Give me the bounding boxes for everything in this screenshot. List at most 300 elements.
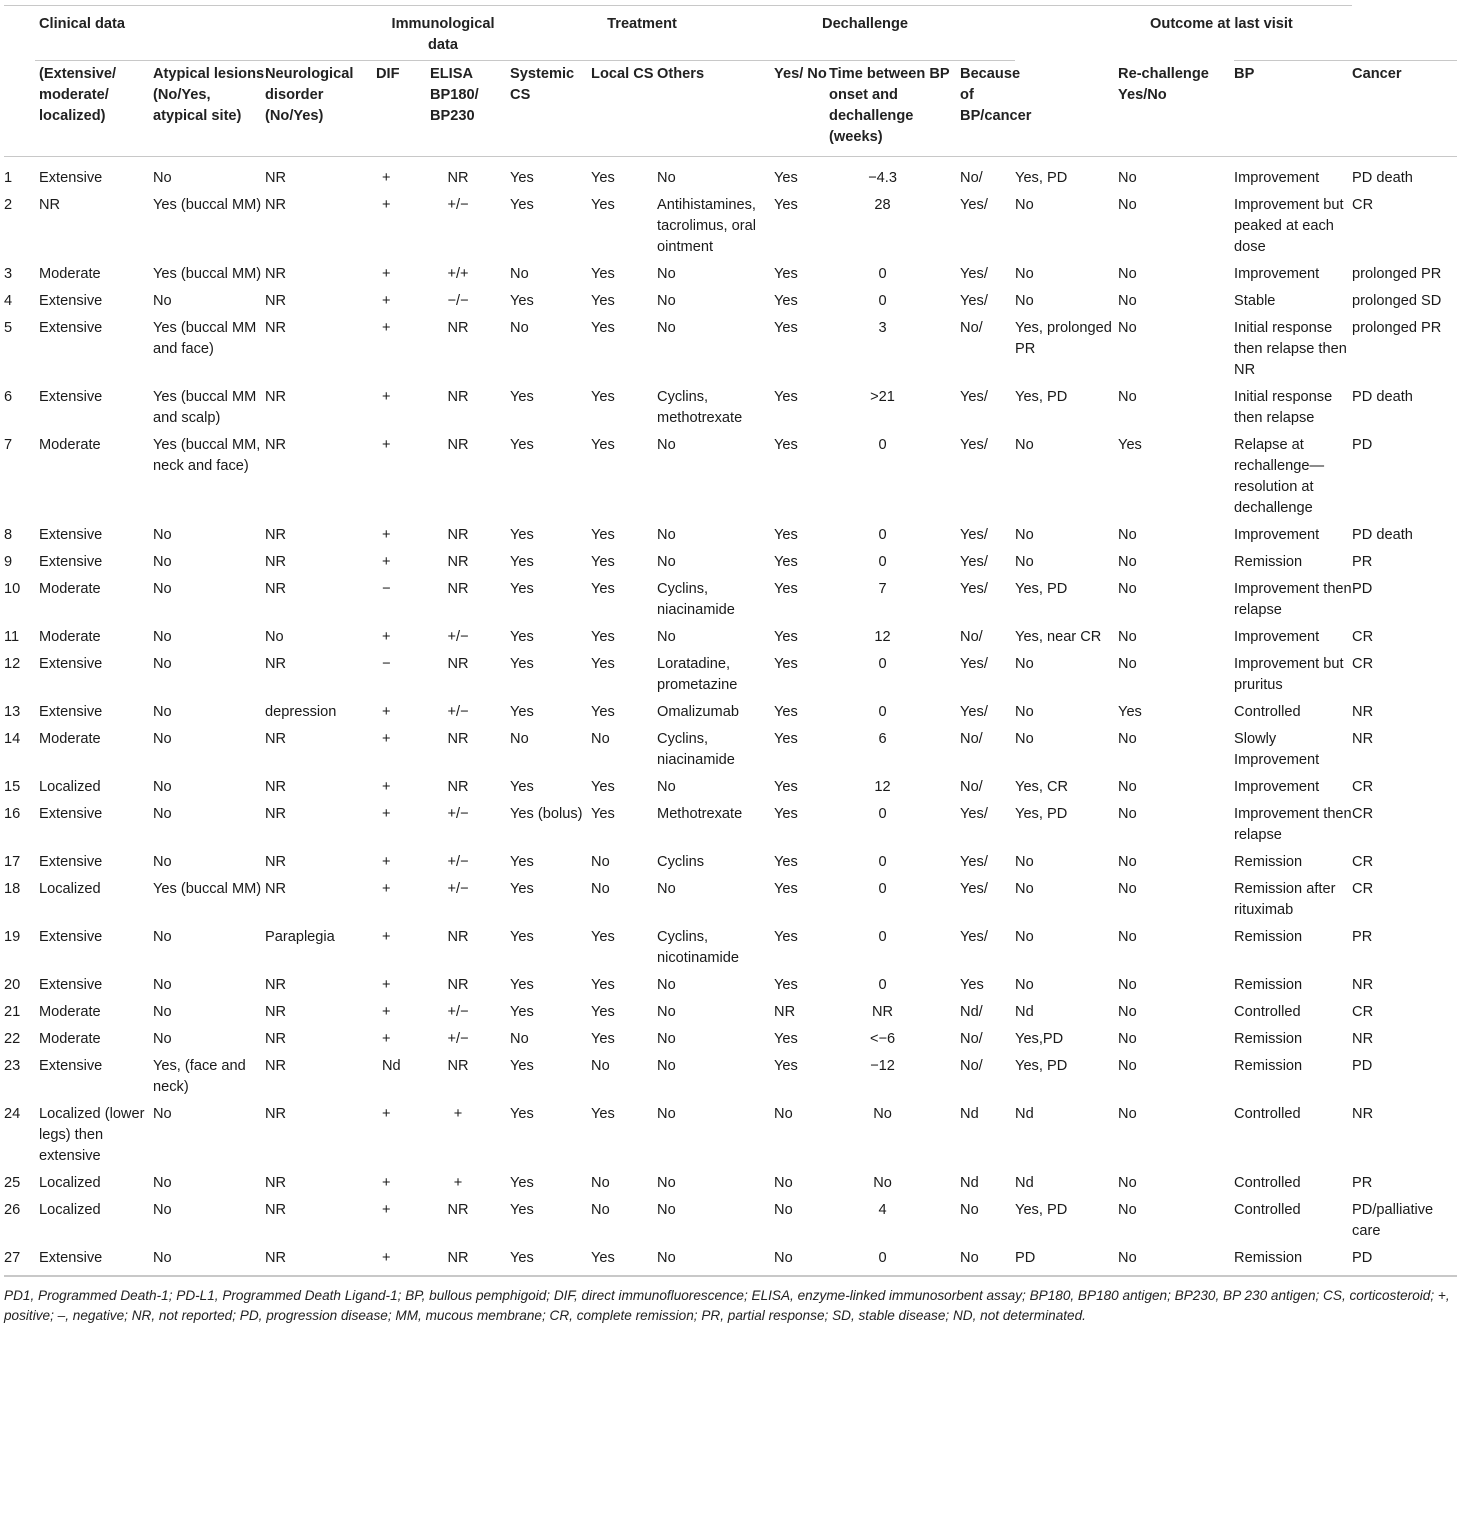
cell-because-of-cancer: Yes, PD bbox=[1015, 389, 1068, 405]
cell-extent: Extensive bbox=[39, 170, 103, 186]
cell-neurological-disorder: NR bbox=[265, 197, 287, 213]
cell-dechallenge-yes-no: Yes bbox=[774, 437, 798, 453]
cell-rechallenge: No bbox=[1118, 320, 1137, 336]
cell-dechallenge-yes-no: Yes bbox=[774, 929, 798, 945]
cell-local-cs: Yes bbox=[591, 266, 615, 282]
cell-neurological-disorder: NR bbox=[265, 266, 287, 282]
cell-local-cs: Yes bbox=[591, 437, 615, 453]
cell-bp-outcome: Controlled bbox=[1234, 704, 1301, 720]
cell-bp-outcome: Controlled bbox=[1234, 1175, 1301, 1191]
cell-because-of-cancer: Nd bbox=[1015, 1106, 1034, 1122]
cell-cancer-outcome: NR bbox=[1352, 731, 1374, 747]
column-header-bp-outcome: BP bbox=[1234, 61, 1352, 157]
cell-because-of-bp: No/ bbox=[960, 1058, 983, 1074]
cell-dechallenge-yes-no: Yes bbox=[774, 806, 798, 822]
cell-neurological-disorder: NR bbox=[265, 554, 287, 570]
cell-local-cs: Yes bbox=[591, 1243, 657, 1276]
cell-because-of-cancer: No bbox=[1015, 977, 1034, 993]
cell-elisa: NR bbox=[447, 320, 469, 336]
cell-time-to-dechallenge: 6 bbox=[878, 731, 887, 747]
cell-elisa: NR bbox=[430, 1243, 510, 1276]
cell-neurological-disorder: NR bbox=[265, 527, 287, 543]
cell-neurological-disorder: NR bbox=[265, 1031, 287, 1047]
cell-extent: Extensive bbox=[39, 389, 103, 405]
table-row bbox=[4, 259, 1457, 286]
cell-dechallenge-yes-no: Yes bbox=[774, 554, 798, 570]
column-header-cancer-outcome: Cancer bbox=[1352, 61, 1457, 157]
cell-row-number: 13 bbox=[4, 704, 21, 720]
cell-time-to-dechallenge: 0 bbox=[878, 854, 887, 870]
cell-row-number: 14 bbox=[4, 731, 21, 747]
cell-cancer-outcome: CR bbox=[1352, 197, 1374, 213]
column-header-row bbox=[4, 61, 1457, 157]
table-row bbox=[4, 697, 1457, 724]
cell-because-of-bp: Yes/ bbox=[960, 881, 988, 897]
cell-bp-outcome: Remission bbox=[1234, 554, 1303, 570]
table-row bbox=[4, 847, 1457, 874]
cell-atypical-lesions: No bbox=[153, 1202, 172, 1218]
cell-neurological-disorder: NR bbox=[265, 881, 287, 897]
cell-cancer-outcome: CR bbox=[1352, 806, 1374, 822]
cell-atypical-lesions: No bbox=[153, 581, 172, 597]
cell-because-of-cancer: No bbox=[1015, 731, 1034, 747]
cell-other-treatments: Cyclins, methotrexate bbox=[657, 389, 743, 426]
cell-neurological-disorder: NR bbox=[265, 1243, 376, 1276]
cell-because-of-bp: No/ bbox=[960, 779, 983, 795]
cell-bp-outcome: Improvement but pruritus bbox=[1234, 656, 1344, 693]
cell-bp-outcome: Stable bbox=[1234, 293, 1276, 309]
cell-elisa: +/− bbox=[447, 806, 469, 822]
cell-other-treatments: No bbox=[657, 320, 676, 336]
cell-local-cs: Yes bbox=[591, 656, 615, 672]
cell-extent: Extensive bbox=[39, 554, 103, 570]
cell-local-cs: Yes bbox=[591, 581, 615, 597]
column-header-local-cs: Local CS bbox=[591, 61, 657, 157]
cell-cancer-outcome: prolonged SD bbox=[1352, 293, 1442, 309]
cell-neurological-disorder: NR bbox=[265, 389, 287, 405]
cell-dif: + bbox=[382, 197, 391, 213]
cell-because-of-bp: No/ bbox=[960, 629, 983, 645]
cell-cancer-outcome: CR bbox=[1352, 1004, 1374, 1020]
cell-cancer-outcome: prolonged PR bbox=[1352, 320, 1442, 336]
cell-dechallenge-yes-no: Yes bbox=[774, 881, 798, 897]
cell-local-cs: Yes bbox=[591, 389, 615, 405]
cell-rechallenge: No bbox=[1118, 1243, 1234, 1276]
column-header-systemic-cs: Systemic CS bbox=[510, 61, 591, 157]
cell-local-cs: Yes bbox=[591, 320, 615, 336]
table-row bbox=[4, 547, 1457, 574]
cell-neurological-disorder: NR bbox=[265, 854, 287, 870]
cell-local-cs: Yes bbox=[591, 527, 615, 543]
cell-dif: + bbox=[382, 1106, 391, 1122]
cell-neurological-disorder: NR bbox=[265, 581, 287, 597]
cell-because-of-bp: Yes/ bbox=[960, 197, 988, 213]
cell-bp-outcome: Slowly Improvement bbox=[1234, 731, 1320, 768]
cell-cancer-outcome: PD death bbox=[1352, 527, 1413, 543]
cell-atypical-lesions: Yes (buccal MM) bbox=[153, 881, 262, 897]
cell-because-of-cancer: Nd bbox=[1015, 1004, 1034, 1020]
cell-dechallenge-yes-no: No bbox=[774, 1243, 829, 1276]
cell-atypical-lesions: Yes (buccal MM) bbox=[153, 197, 262, 213]
cell-neurological-disorder: NR bbox=[265, 1058, 287, 1074]
cell-systemic-cs: Yes bbox=[510, 1175, 534, 1191]
cell-rechallenge: No bbox=[1118, 581, 1137, 597]
cell-elisa: +/− bbox=[447, 881, 469, 897]
cell-atypical-lesions: No bbox=[153, 170, 172, 186]
cell-bp-outcome: Improvement then relapse bbox=[1234, 581, 1352, 618]
table-row bbox=[4, 1243, 1457, 1276]
cell-because-of-cancer: No bbox=[1015, 437, 1034, 453]
cell-local-cs: No bbox=[591, 854, 610, 870]
column-header-dif: DIF bbox=[376, 61, 430, 157]
cell-other-treatments: No bbox=[657, 1243, 774, 1276]
group-dechallenge: Dechallenge bbox=[774, 6, 1015, 61]
cell-because-of-cancer: Yes, PD bbox=[1015, 170, 1068, 186]
cell-dif: + bbox=[382, 731, 391, 747]
cell-because-of-cancer: No bbox=[1015, 854, 1034, 870]
cell-atypical-lesions: No bbox=[153, 1175, 172, 1191]
cell-elisa: NR bbox=[447, 779, 469, 795]
cell-extent: Extensive bbox=[39, 1058, 103, 1074]
cell-dif: Nd bbox=[382, 1058, 401, 1074]
cell-rechallenge: No bbox=[1118, 731, 1137, 747]
cell-elisa: NR bbox=[447, 1058, 469, 1074]
cell-local-cs: Yes bbox=[591, 704, 615, 720]
cell-bp-outcome: Relapse at rechallenge—resolution at dechallenge bbox=[1234, 437, 1325, 516]
cell-rechallenge: No bbox=[1118, 977, 1137, 993]
cell-because-of-bp: No bbox=[960, 1243, 1015, 1276]
cell-time-to-dechallenge: NR bbox=[871, 1004, 894, 1020]
cell-time-to-dechallenge: 0 bbox=[829, 1243, 960, 1276]
table-row bbox=[4, 574, 1457, 622]
cell-local-cs: Yes bbox=[591, 554, 615, 570]
cell-time-to-dechallenge: −4.3 bbox=[868, 170, 897, 186]
cell-neurological-disorder: NR bbox=[265, 437, 287, 453]
cell-bp-outcome: Remission bbox=[1234, 854, 1303, 870]
cell-bp-outcome: Remission bbox=[1234, 929, 1303, 945]
cell-local-cs: Yes bbox=[591, 293, 615, 309]
cell-systemic-cs: Yes bbox=[510, 581, 534, 597]
cell-local-cs: Yes bbox=[591, 929, 615, 945]
cell-systemic-cs: Yes bbox=[510, 656, 534, 672]
cell-dif: + bbox=[376, 1243, 430, 1276]
cell-systemic-cs: Yes bbox=[510, 437, 534, 453]
cell-elisa: NR bbox=[447, 389, 469, 405]
cell-dechallenge-yes-no: Yes bbox=[774, 389, 798, 405]
table-footnote: PD1, Programmed Death-1; PD-L1, Programmed Death Ligand-1; BP, bullous pemphigoid; DIF, direct immunofluorescence; ELISA, enzyme-linked immunosorbent assay; BP180, BP180 antigen; BP230, BP 230 antigen; CS, corticosteroid; +, positive; –, negative; NR, not reported; PD, progression disease; MM, mucous membrane; CR, complete remission; PR, partial response; SD, stable disease; ND, not determinated. bbox=[4, 1276, 1457, 1326]
cell-because-of-cancer: Nd bbox=[1015, 1175, 1034, 1191]
cell-cancer-outcome: CR bbox=[1352, 656, 1374, 672]
cell-elisa: +/− bbox=[447, 854, 469, 870]
cell-row-number: 4 bbox=[4, 293, 13, 309]
cell-atypical-lesions: No bbox=[153, 629, 172, 645]
cell-local-cs: No bbox=[591, 1058, 610, 1074]
cell-bp-outcome: Improvement but peaked at each dose bbox=[1234, 197, 1344, 255]
cell-rechallenge: No bbox=[1118, 170, 1137, 186]
cell-time-to-dechallenge: 7 bbox=[878, 581, 887, 597]
cell-extent: Moderate bbox=[39, 266, 101, 282]
cell-extent: Extensive bbox=[35, 1243, 153, 1276]
cell-atypical-lesions: No bbox=[153, 293, 172, 309]
cell-extent: Moderate bbox=[39, 437, 101, 453]
cell-cancer-outcome: CR bbox=[1352, 854, 1374, 870]
cell-other-treatments: No bbox=[657, 1004, 676, 1020]
cell-time-to-dechallenge: 0 bbox=[878, 554, 887, 570]
cell-extent: Localized bbox=[39, 881, 101, 897]
cell-local-cs: Yes bbox=[591, 629, 615, 645]
table-row bbox=[4, 1168, 1457, 1195]
cell-row-number: 2 bbox=[4, 197, 13, 213]
cell-because-of-cancer: No bbox=[1015, 929, 1034, 945]
cell-time-to-dechallenge: 0 bbox=[878, 266, 887, 282]
cell-because-of-cancer: Yes, near CR bbox=[1015, 629, 1102, 645]
cell-bp-outcome: Remission bbox=[1234, 1058, 1303, 1074]
cell-atypical-lesions: Yes, (face and neck) bbox=[153, 1058, 246, 1095]
cell-time-to-dechallenge: 0 bbox=[878, 704, 887, 720]
cell-cancer-outcome: PD bbox=[1352, 437, 1373, 453]
cell-bp-outcome: Controlled bbox=[1234, 1004, 1301, 1020]
cell-dechallenge-yes-no: Yes bbox=[774, 266, 798, 282]
group-outcome: Outcome at last visit bbox=[1118, 6, 1352, 61]
cell-neurological-disorder: NR bbox=[265, 1004, 287, 1020]
cell-time-to-dechallenge: 0 bbox=[878, 929, 887, 945]
cell-atypical-lesions: No bbox=[153, 554, 172, 570]
cell-extent: NR bbox=[39, 197, 61, 213]
cell-other-treatments: No bbox=[657, 293, 676, 309]
table-row bbox=[4, 313, 1457, 382]
cell-elisa: +/− bbox=[447, 629, 469, 645]
cell-systemic-cs: Yes bbox=[510, 854, 534, 870]
cell-row-number: 22 bbox=[4, 1031, 21, 1047]
cell-dif: + bbox=[382, 629, 391, 645]
cell-extent: Extensive bbox=[39, 704, 103, 720]
table-row bbox=[4, 724, 1457, 772]
cell-because-of-cancer: Yes, prolonged PR bbox=[1015, 320, 1112, 357]
table-row bbox=[4, 772, 1457, 799]
cell-because-of-cancer: Yes, PD bbox=[1015, 806, 1068, 822]
table-row bbox=[4, 1195, 1457, 1243]
cell-local-cs: Yes bbox=[591, 197, 615, 213]
cell-bp-outcome: Improvement bbox=[1234, 527, 1320, 543]
cell-dif: + bbox=[382, 779, 391, 795]
table-row bbox=[4, 430, 1457, 520]
cell-dif: + bbox=[382, 977, 391, 993]
cell-cancer-outcome: CR bbox=[1352, 629, 1374, 645]
cell-rechallenge: No bbox=[1118, 527, 1137, 543]
cell-time-to-dechallenge: 3 bbox=[878, 320, 887, 336]
group-treatment: Treatment bbox=[510, 6, 774, 61]
cell-elisa: NR bbox=[447, 527, 469, 543]
cell-time-to-dechallenge: 0 bbox=[878, 806, 887, 822]
cell-systemic-cs: Yes bbox=[510, 1058, 534, 1074]
cell-systemic-cs: Yes bbox=[510, 881, 534, 897]
cell-atypical-lesions: No bbox=[153, 1243, 265, 1276]
cell-dif: + bbox=[382, 1031, 391, 1047]
cell-systemic-cs: No bbox=[510, 320, 529, 336]
data-table-container bbox=[4, 5, 1457, 1326]
cell-rechallenge: No bbox=[1118, 197, 1137, 213]
cell-row-number: 23 bbox=[4, 1058, 21, 1074]
cell-local-cs: No bbox=[591, 731, 610, 747]
cell-local-cs: Yes bbox=[591, 977, 615, 993]
cell-neurological-disorder: depression bbox=[265, 704, 337, 720]
cell-other-treatments: No bbox=[657, 1031, 676, 1047]
table-row bbox=[4, 1024, 1457, 1051]
cell-because-of-cancer: Yes,PD bbox=[1015, 1031, 1064, 1047]
cell-neurological-disorder: NR bbox=[265, 779, 287, 795]
cell-neurological-disorder: NR bbox=[265, 977, 287, 993]
cell-because-of-bp: No/ bbox=[960, 320, 983, 336]
cell-row-number: 9 bbox=[4, 554, 13, 570]
cell-dif: + bbox=[382, 704, 391, 720]
cell-cancer-outcome: PR bbox=[1352, 554, 1373, 570]
cell-because-of-cancer: No bbox=[1015, 704, 1034, 720]
cell-systemic-cs: Yes bbox=[510, 779, 534, 795]
cell-extent: Moderate bbox=[39, 629, 101, 645]
cell-other-treatments: No bbox=[657, 1058, 676, 1074]
cell-bp-outcome: Initial response then relapse then NR bbox=[1234, 320, 1347, 378]
cell-elisa: NR bbox=[447, 656, 469, 672]
cell-dechallenge-yes-no: Yes bbox=[774, 854, 798, 870]
cell-other-treatments: Cyclins, niacinamide bbox=[657, 581, 735, 618]
cell-dif: + bbox=[382, 929, 391, 945]
cell-elisa: + bbox=[453, 1175, 463, 1191]
cell-row-number: 21 bbox=[4, 1004, 21, 1020]
cell-systemic-cs: Yes bbox=[510, 977, 534, 993]
cell-row-number: 8 bbox=[4, 527, 13, 543]
cell-because-of-cancer: PD bbox=[1015, 1243, 1118, 1276]
cell-elisa: + bbox=[453, 1106, 463, 1122]
cell-rechallenge: No bbox=[1118, 1004, 1137, 1020]
cell-local-cs: Yes bbox=[591, 1004, 615, 1020]
cell-time-to-dechallenge: 0 bbox=[878, 881, 887, 897]
cell-systemic-cs: No bbox=[510, 1031, 529, 1047]
cell-rechallenge: No bbox=[1118, 629, 1137, 645]
column-header-atypical-lesions: Atypical lesions (No/Yes, atypical site) bbox=[153, 61, 265, 157]
cell-row-number: 26 bbox=[4, 1202, 21, 1218]
table-row bbox=[4, 520, 1457, 547]
cell-neurological-disorder: NR bbox=[265, 806, 287, 822]
cell-extent: Localized bbox=[39, 779, 101, 795]
cell-because-of-cancer: No bbox=[1015, 293, 1034, 309]
cell-time-to-dechallenge: No bbox=[873, 1175, 892, 1191]
cell-extent: Extensive bbox=[39, 320, 103, 336]
cell-cancer-outcome: NR bbox=[1352, 1031, 1374, 1047]
cell-local-cs: Yes bbox=[591, 1106, 615, 1122]
cell-neurological-disorder: NR bbox=[265, 1175, 287, 1191]
cell-because-of-bp: Yes/ bbox=[960, 389, 988, 405]
cell-elisa: NR bbox=[447, 581, 469, 597]
cell-dif: + bbox=[382, 320, 391, 336]
cell-because-of-cancer: Yes, PD bbox=[1015, 581, 1068, 597]
cell-extent: Moderate bbox=[39, 1031, 101, 1047]
cell-rechallenge: Yes bbox=[1118, 437, 1142, 453]
cell-because-of-bp: Yes/ bbox=[960, 854, 988, 870]
cell-row-number: 12 bbox=[4, 656, 21, 672]
cell-bp-outcome: Improvement bbox=[1234, 779, 1320, 795]
table-row bbox=[4, 649, 1457, 697]
clinical-data-table bbox=[4, 5, 1457, 1276]
cell-rechallenge: No bbox=[1118, 1106, 1137, 1122]
cell-because-of-bp: No/ bbox=[960, 731, 983, 747]
cell-neurological-disorder: NR bbox=[265, 731, 287, 747]
cell-row-number: 17 bbox=[4, 854, 21, 870]
table-row bbox=[4, 1099, 1457, 1168]
cell-cancer-outcome: NR bbox=[1352, 704, 1374, 720]
cell-dechallenge-yes-no: Yes bbox=[774, 977, 798, 993]
cell-because-of-bp: No bbox=[960, 1202, 979, 1218]
cell-atypical-lesions: No bbox=[153, 527, 172, 543]
cell-elisa: NR bbox=[447, 929, 469, 945]
cell-because-of-bp: No/ bbox=[960, 170, 983, 186]
cell-local-cs: No bbox=[591, 1202, 610, 1218]
cell-other-treatments: No bbox=[657, 170, 676, 186]
cell-dif: + bbox=[382, 293, 391, 309]
cell-dif: + bbox=[382, 389, 391, 405]
cell-systemic-cs: Yes bbox=[510, 170, 534, 186]
cell-atypical-lesions: No bbox=[153, 806, 172, 822]
table-row bbox=[4, 970, 1457, 997]
cell-elisa: NR bbox=[447, 437, 469, 453]
cell-other-treatments: No bbox=[657, 881, 676, 897]
cell-atypical-lesions: No bbox=[153, 929, 172, 945]
cell-dechallenge-yes-no: Yes bbox=[774, 581, 798, 597]
cell-cancer-outcome: prolonged PR bbox=[1352, 266, 1442, 282]
cell-because-of-bp: Nd/ bbox=[960, 1004, 983, 1020]
cell-dechallenge-yes-no: Yes bbox=[774, 1058, 798, 1074]
cell-rechallenge: No bbox=[1118, 854, 1137, 870]
cell-cancer-outcome: CR bbox=[1352, 779, 1374, 795]
cell-cancer-outcome: PD death bbox=[1352, 170, 1413, 186]
cell-elisa: +/+ bbox=[447, 266, 469, 282]
cell-extent: Extensive bbox=[39, 929, 103, 945]
cell-systemic-cs: Yes bbox=[510, 704, 534, 720]
cell-rechallenge: No bbox=[1118, 1202, 1137, 1218]
cell-systemic-cs: Yes bbox=[510, 1106, 534, 1122]
cell-because-of-bp: Yes/ bbox=[960, 704, 988, 720]
cell-because-of-bp: Nd bbox=[960, 1106, 979, 1122]
cell-cancer-outcome: PD/palliative care bbox=[1352, 1202, 1434, 1239]
cell-row-number: 10 bbox=[4, 581, 21, 597]
cell-because-of-cancer: No bbox=[1015, 656, 1034, 672]
table-row bbox=[4, 157, 1457, 191]
cell-other-treatments: No bbox=[657, 266, 676, 282]
cell-bp-outcome: Remission bbox=[1234, 1031, 1303, 1047]
cell-atypical-lesions: No bbox=[153, 779, 172, 795]
cell-systemic-cs: Yes bbox=[510, 554, 534, 570]
cell-neurological-disorder: NR bbox=[265, 1106, 287, 1122]
cell-systemic-cs: Yes bbox=[510, 629, 534, 645]
cell-rechallenge: No bbox=[1118, 881, 1137, 897]
cell-time-to-dechallenge: 12 bbox=[874, 779, 891, 795]
cell-row-number: 1 bbox=[4, 170, 13, 186]
cell-cancer-outcome: NR bbox=[1352, 1106, 1374, 1122]
cell-local-cs: Yes bbox=[591, 779, 615, 795]
column-header-other-treatments: Others bbox=[657, 61, 774, 157]
cell-elisa: NR bbox=[447, 1202, 469, 1218]
cell-elisa: NR bbox=[447, 977, 469, 993]
cell-time-to-dechallenge: 0 bbox=[878, 977, 887, 993]
cell-row-number: 3 bbox=[4, 266, 13, 282]
cell-dif: + bbox=[382, 806, 391, 822]
group-header-row bbox=[4, 6, 1457, 61]
cell-dechallenge-yes-no: Yes bbox=[774, 629, 798, 645]
cell-neurological-disorder: Paraplegia bbox=[265, 929, 335, 945]
cell-other-treatments: Omalizumab bbox=[657, 704, 739, 720]
cell-local-cs: No bbox=[591, 881, 610, 897]
table-row bbox=[4, 286, 1457, 313]
cell-bp-outcome: Remission bbox=[1234, 1243, 1352, 1276]
